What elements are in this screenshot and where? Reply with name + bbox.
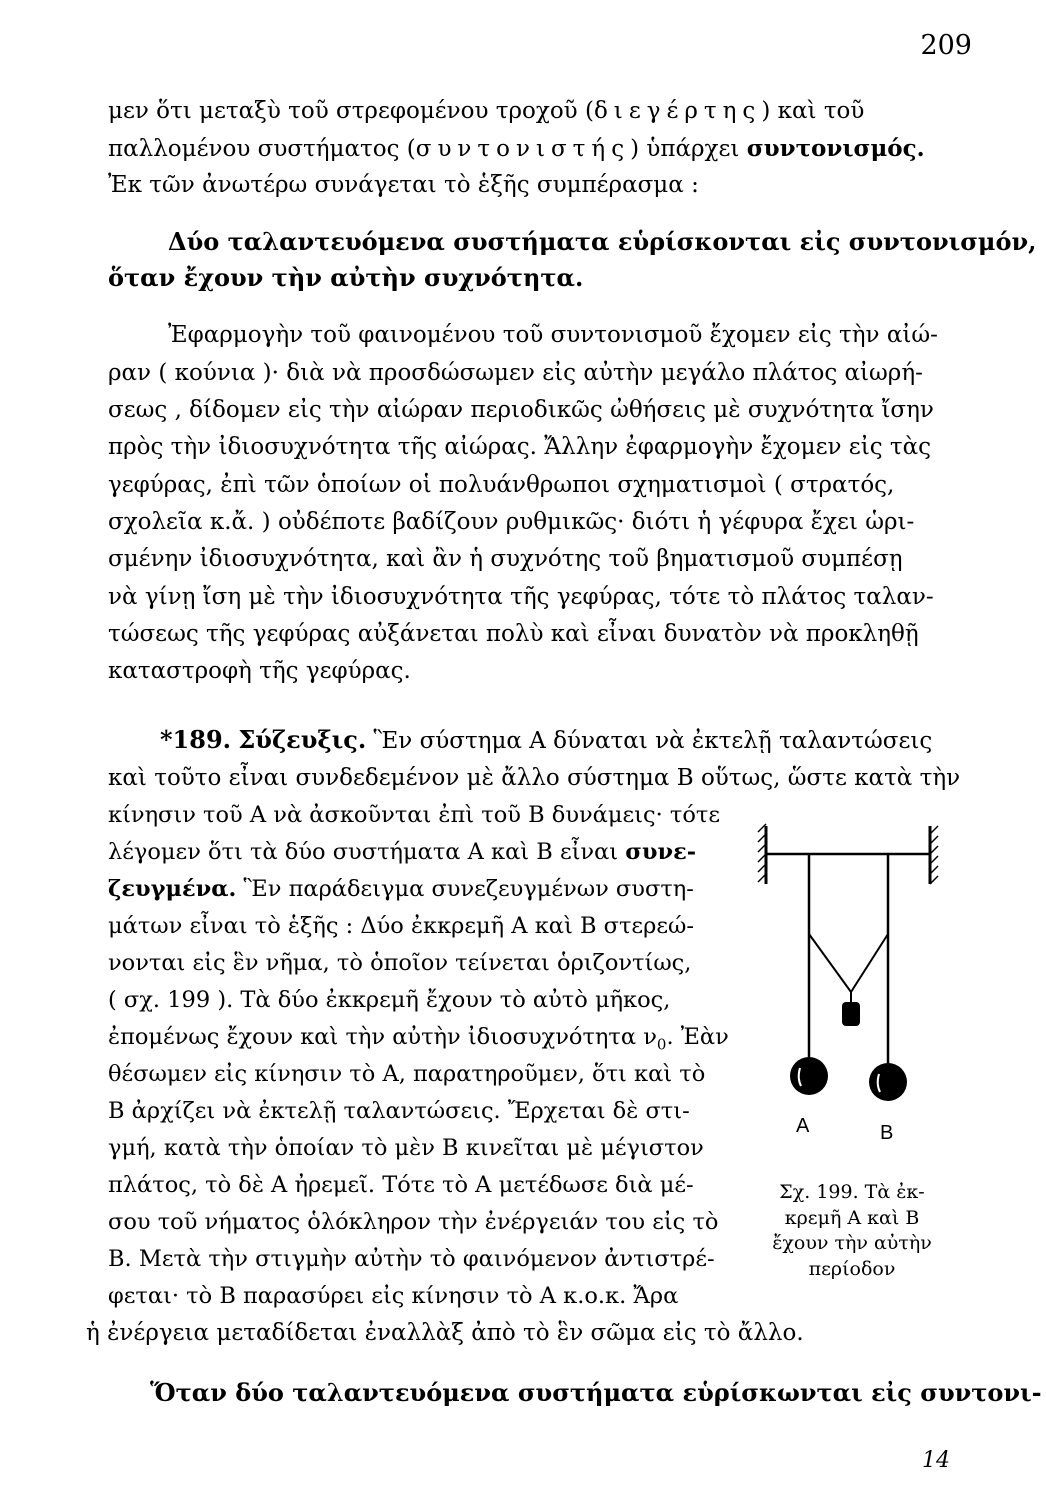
label-b: B	[880, 1122, 894, 1144]
coupled-pendulums-figure	[754, 814, 944, 1154]
text-line: μάτων εἶναι τὸ ἑξῆς : Δύο ἐκκρεμῆ Α καὶ Β στερεώ-	[108, 913, 694, 939]
text-line: Β. Μετὰ τὴν στιγμὴν αὐτὴν τὸ φαινόμενον ἀντιστρέ-	[108, 1246, 715, 1272]
text-line: Ἐφαρμογὴν τοῦ φαινομένου τοῦ συντονισμοῦ ἔχομεν εἰς τὴν αἰώ-	[168, 322, 938, 348]
text-line: νὰ γίνῃ ἴση μὲ τὴν ἰδιοσυχνότητα τῆς γεφύρας, τότε τὸ πλάτος ταλαν-	[108, 584, 934, 610]
text-line: τώσεως τῆς γεφύρας αὐξάνεται πολὺ καὶ εἶναι δυνατὸν νὰ προκληθῇ	[108, 621, 919, 647]
text-line: ( σχ. 199 ). Τὰ δύο ἐκκρεμῆ ἔχουν τὸ αὐτὸ μῆκος,	[108, 987, 671, 1013]
text-line: Ἐκ τῶν ἀνωτέρω συνάγεται τὸ ἑξῆς συμπέρασμα :	[108, 172, 699, 198]
text-line: γεφύρας, ἐπὶ τῶν ὁποίων οἱ πολυάνθρωποι σχηματισμοὶ ( στρατός,	[108, 472, 895, 498]
text-line: λέγομεν ὅτι τὰ δύο συστήματα Α καὶ Β εἶναι συνε-	[108, 839, 697, 865]
coupling-thread-right	[851, 934, 888, 992]
rule-statement: Δύο ταλαντευόμενα συστήματα εὑρίσκονται εἰς συντονισμόν,	[168, 227, 1037, 256]
text-line: γμή, κατὰ τὴν ὁποίαν τὸ μὲν Β κινεῖται μὲ μέγιστον	[108, 1135, 704, 1161]
text-line: Β ἀρχίζει νὰ ἐκτελῇ ταλαντώσεις. Ἔρχεται δὲ στι-	[108, 1098, 690, 1124]
coupling-thread-left	[809, 934, 851, 992]
text-line: νονται εἰς ἓν νῆμα, τὸ ὁποῖον τείνεται ὁριζοντίως,	[108, 950, 692, 976]
section-heading: *189. Σύζευξις. Ἓν σύστημα Α δύναται νὰ ἐκτελῇ ταλαντώσεις	[160, 725, 933, 754]
label-a: A	[796, 1115, 810, 1137]
text-line: πρὸς τὴν ἰδιοσυχνότητα τῆς αἰώρας. Ἄλλην ἐφαρμογὴν ἔχομεν εἰς τὰς	[108, 434, 932, 460]
text-line: σχολεῖα κ.ἄ. ) οὐδέποτε βαδίζουν ρυθμικῶς· διότι ἡ γέφυρα ἔχει ὡρι-	[108, 509, 915, 535]
text-line: σμένην ἰδιοσυχνότητα, καὶ ἂν ἡ συχνότης τοῦ βηματισμοῦ συμπέσῃ	[108, 546, 903, 572]
text-line: ζευγμένα. Ἓν παράδειγμα συνεζευγμένων συστη-	[108, 876, 694, 902]
text-line: πλάτος, τὸ δὲ Α ἠρεμεῖ. Τότε τὸ Α μετέδωσε διὰ μέ-	[108, 1172, 694, 1198]
text-line: καὶ τοῦτο εἶναι συνδεδεμένον μὲ ἄλλο σύστημα Β οὕτως, ὥστε κατὰ τὴν	[108, 765, 961, 791]
text-line: παλλομένου συστήματος (συντονιστής) ὑπάρχει συντονισμός.	[108, 135, 925, 162]
rule-statement: ὅταν ἔχουν τὴν αὐτὴν συχνότητα.	[108, 263, 584, 292]
pendulum-b-bob	[869, 1063, 907, 1101]
text-line: φεται· τὸ Β παρασύρει εἰς κίνησιν τὸ Α κ.ο.κ. Ἄρα	[108, 1283, 679, 1309]
coupling-weight	[842, 1002, 860, 1026]
text-line: σεως , δίδομεν εἰς τὴν αἰώραν περιοδικῶς ὠθήσεις μὲ συχνότητα ἴσην	[108, 397, 934, 423]
text-line: θέσωμεν εἰς κίνησιν τὸ Α, παρατηροῦμεν, ὅτι καὶ τὸ	[108, 1061, 706, 1087]
figure-caption: Σχ. 199. Τὰ ἐκ- κρεμῆ Α καὶ Β ἔχουν τὴν αὐτὴν περίοδον	[772, 1181, 932, 1280]
signature-mark: 14	[922, 1448, 950, 1473]
text-line: καταστροφὴ τῆς γεφύρας.	[108, 658, 411, 684]
text-line: ραν ( κούνια )· διὰ νὰ προσδώσωμεν εἰς αὐτὴν μεγάλο πλάτος αἰωρή-	[108, 360, 923, 386]
text-line: ἡ ἐνέργεια μεταδίδεται ἐναλλὰξ ἀπὸ τὸ ἓν σῶμα εἰς τὸ ἄλλο.	[86, 1320, 804, 1346]
rule-statement: Ὅταν δύο ταλαντευόμενα συστήματα εὑρίσκωνται εἰς συντονι-	[150, 1378, 1042, 1407]
text-line: κίνησιν τοῦ Α νὰ ἀσκοῦνται ἐπὶ τοῦ Β δυνάμεις· τότε	[108, 802, 720, 828]
pendulum-a-bob	[790, 1057, 828, 1095]
pendulum-diagram	[754, 814, 944, 1154]
text-line: ἐπομένως ἔχουν καὶ τὴν αὐτὴν ἰδιοσυχνότητα $\nu_0$. Ἐὰν	[108, 1024, 729, 1054]
text-line: σου τοῦ νήματος ὁλόκληρον τὴν ἐνέργειάν του εἰς τὸ	[108, 1209, 719, 1235]
page-number: 209	[920, 30, 972, 61]
text-line: μεν ὅτι μεταξὺ τοῦ στρεφομένου τροχοῦ (διεγέρτης) καὶ τοῦ	[108, 98, 865, 124]
